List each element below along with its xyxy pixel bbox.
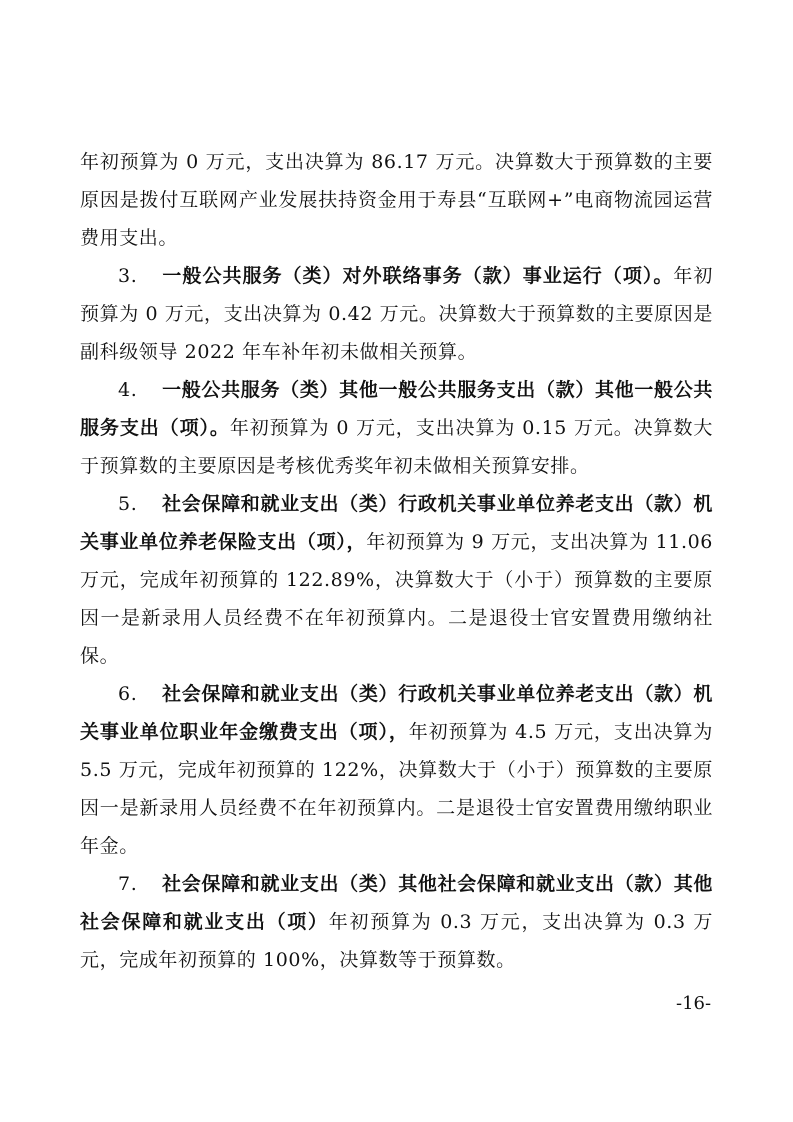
item-text: 年初预算为 9 万元，支出决算为 11.06 万元，完成年初预算的 122.89%，决算数大于（小于）预算数的主要原因一是新录用人员经费不在年初预算内。二是退役士官安置费用缴纳社保。 (80, 531, 713, 667)
item-text: 年初预算为 0 万元，支出决算为 0.42 万元。决算数大于预算数的主要原因是副科级领导 2022 年车补年初未做相关预算。 (80, 265, 713, 363)
list-item-5 (80, 485, 713, 675)
list-item-6 (80, 675, 713, 865)
item-number: 3. (118, 265, 138, 287)
list-item-7 (80, 865, 713, 979)
list-item-3 (80, 257, 713, 371)
list-item-4 (80, 371, 713, 485)
item-number: 5. (118, 493, 138, 515)
item-text: 年初预算为 0.3 万元，支出决算为 0.3 万元，完成年初预算的 100%，决算数等于预算数。 (80, 911, 713, 971)
body-text (80, 143, 713, 979)
item-heading: 一般公共服务（类）其他一般公共服务支出（款）其他一般公共服务支出（项）。 (80, 379, 713, 439)
item-number: 6. (118, 683, 138, 705)
item-text: 年初预算为 4.5 万元，支出决算为 5.5 万元，完成年初预算的 122%，决算数大于（小于）预算数的主要原因一是新录用人员经费不在年初预算内。二是退役士官安置费用缴纳职业年金。 (80, 721, 713, 857)
page-number: -16- (676, 993, 712, 1014)
item-number: 7. (118, 873, 138, 895)
item-heading: 社会保障和就业支出（类）行政机关事业单位养老支出（款）机关事业单位职业年金缴费支出（项）， (80, 683, 713, 743)
item-text: 年初预算为 0 万元，支出决算为 0.15 万元。决算数大于预算数的主要原因是考核优秀奖年初未做相关预算安排。 (80, 417, 713, 477)
item-number: 4. (118, 379, 138, 401)
item-heading: 一般公共服务（类）对外联络事务（款）事业运行（项）。 (162, 265, 674, 287)
item-heading: 社会保障和就业支出（类）行政机关事业单位养老支出（款）机关事业单位养老保险支出（项）， (80, 493, 713, 553)
item-heading: 社会保障和就业支出（类）其他社会保障和就业支出（款）其他社会保障和就业支出（项） (80, 873, 713, 933)
paragraph-text: 年初预算为 0 万元，支出决算为 86.17 万元。决算数大于预算数的主要原因是拨付互联网产业发展扶持资金用于寿县“互联网+”电商物流园运营费用支出。 (80, 151, 713, 249)
paragraph-continued (80, 143, 713, 257)
